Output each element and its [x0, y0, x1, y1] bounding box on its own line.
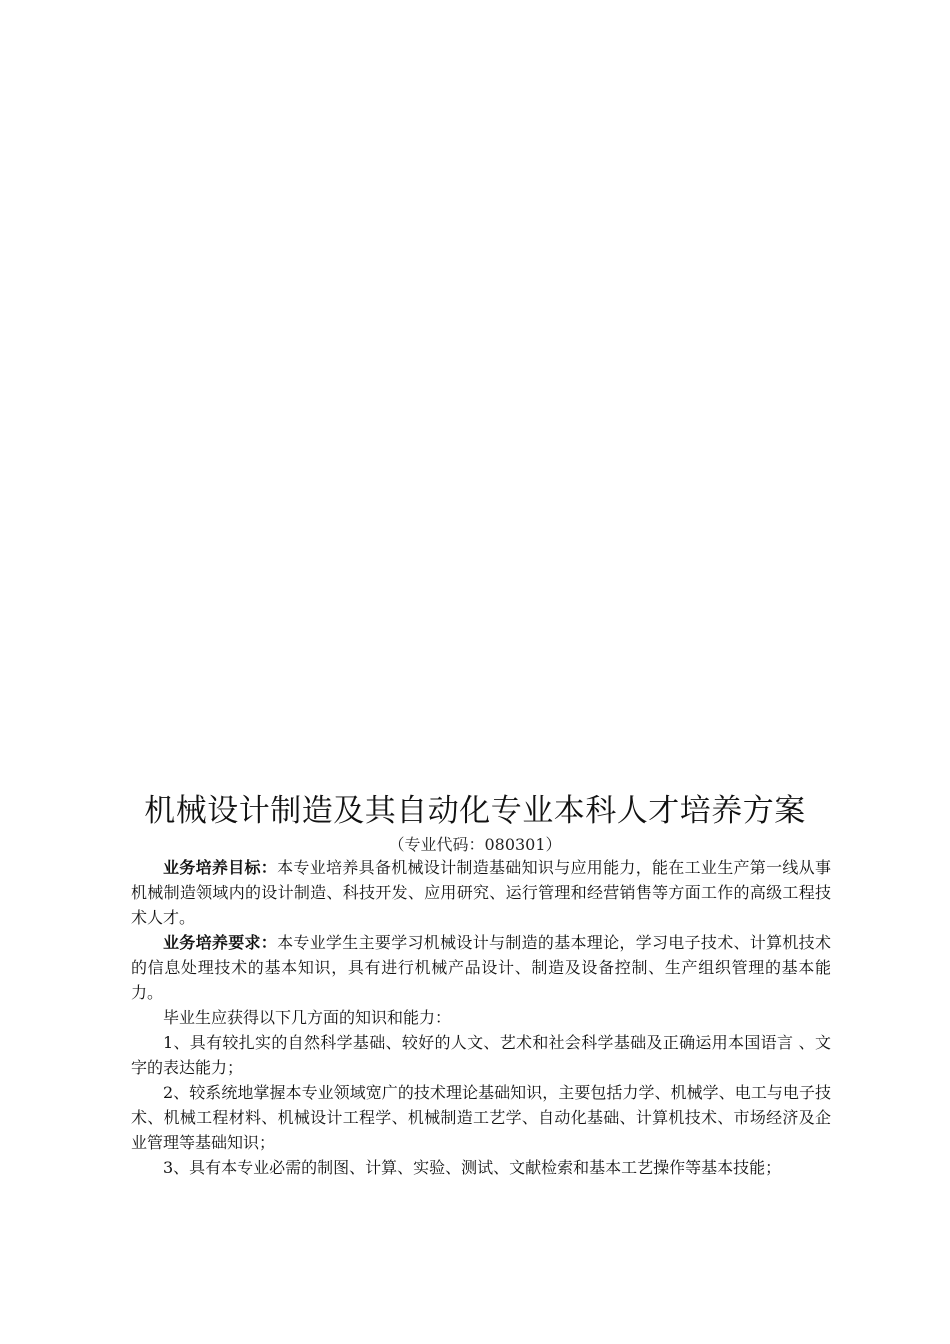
abilities-intro: 毕业生应获得以下几方面的知识和能力：: [163, 1008, 452, 1027]
major-code: （专业代码：080301）: [388, 835, 562, 854]
requirement-label: 业务培养要求：: [163, 933, 278, 952]
ability-item-3: 3、具有本专业必需的制图、计算、实验、测试、文献检索和基本工艺操作等基本技能；: [163, 1158, 782, 1177]
requirement-paragraph: [131, 930, 831, 1005]
objective-text: 本专业培养具备机械设计制造基础知识与应用能力，能在工业生产第一线从事机械制造领域内的设计制造、科技开发、应用研究、运行管理和经营销售等方面工作的高级工程技术人才。: [131, 858, 831, 927]
objective-label: 业务培养目标：: [163, 858, 278, 877]
objective-paragraph: [131, 855, 831, 930]
document-title: 机械设计制造及其自动化专业本科人才培养方案: [144, 793, 806, 829]
requirement-text: 本专业学生主要学习机械设计与制造的基本理论，学习电子技术、计算机技术的信息处理技术的基本知识，具有进行机械产品设计、制造及设备控制、生产组织管理的基本能力。: [131, 933, 831, 1002]
ability-item-1: 1、具有较扎实的自然科学基础、较好的人文、艺术和社会科学基础及正确运用本国语言 、文字的表达能力；: [131, 1033, 831, 1077]
document-body: [131, 855, 831, 1180]
ability-item-2: 2、较系统地掌握本专业领域宽广的技术理论基础知识，主要包括力学、机械学、电工与电子技术、机械工程材料、机械设计工程学、机械制造工艺学、自动化基础、计算机技术、市场经济及企业管理等基础知识；: [131, 1083, 831, 1152]
